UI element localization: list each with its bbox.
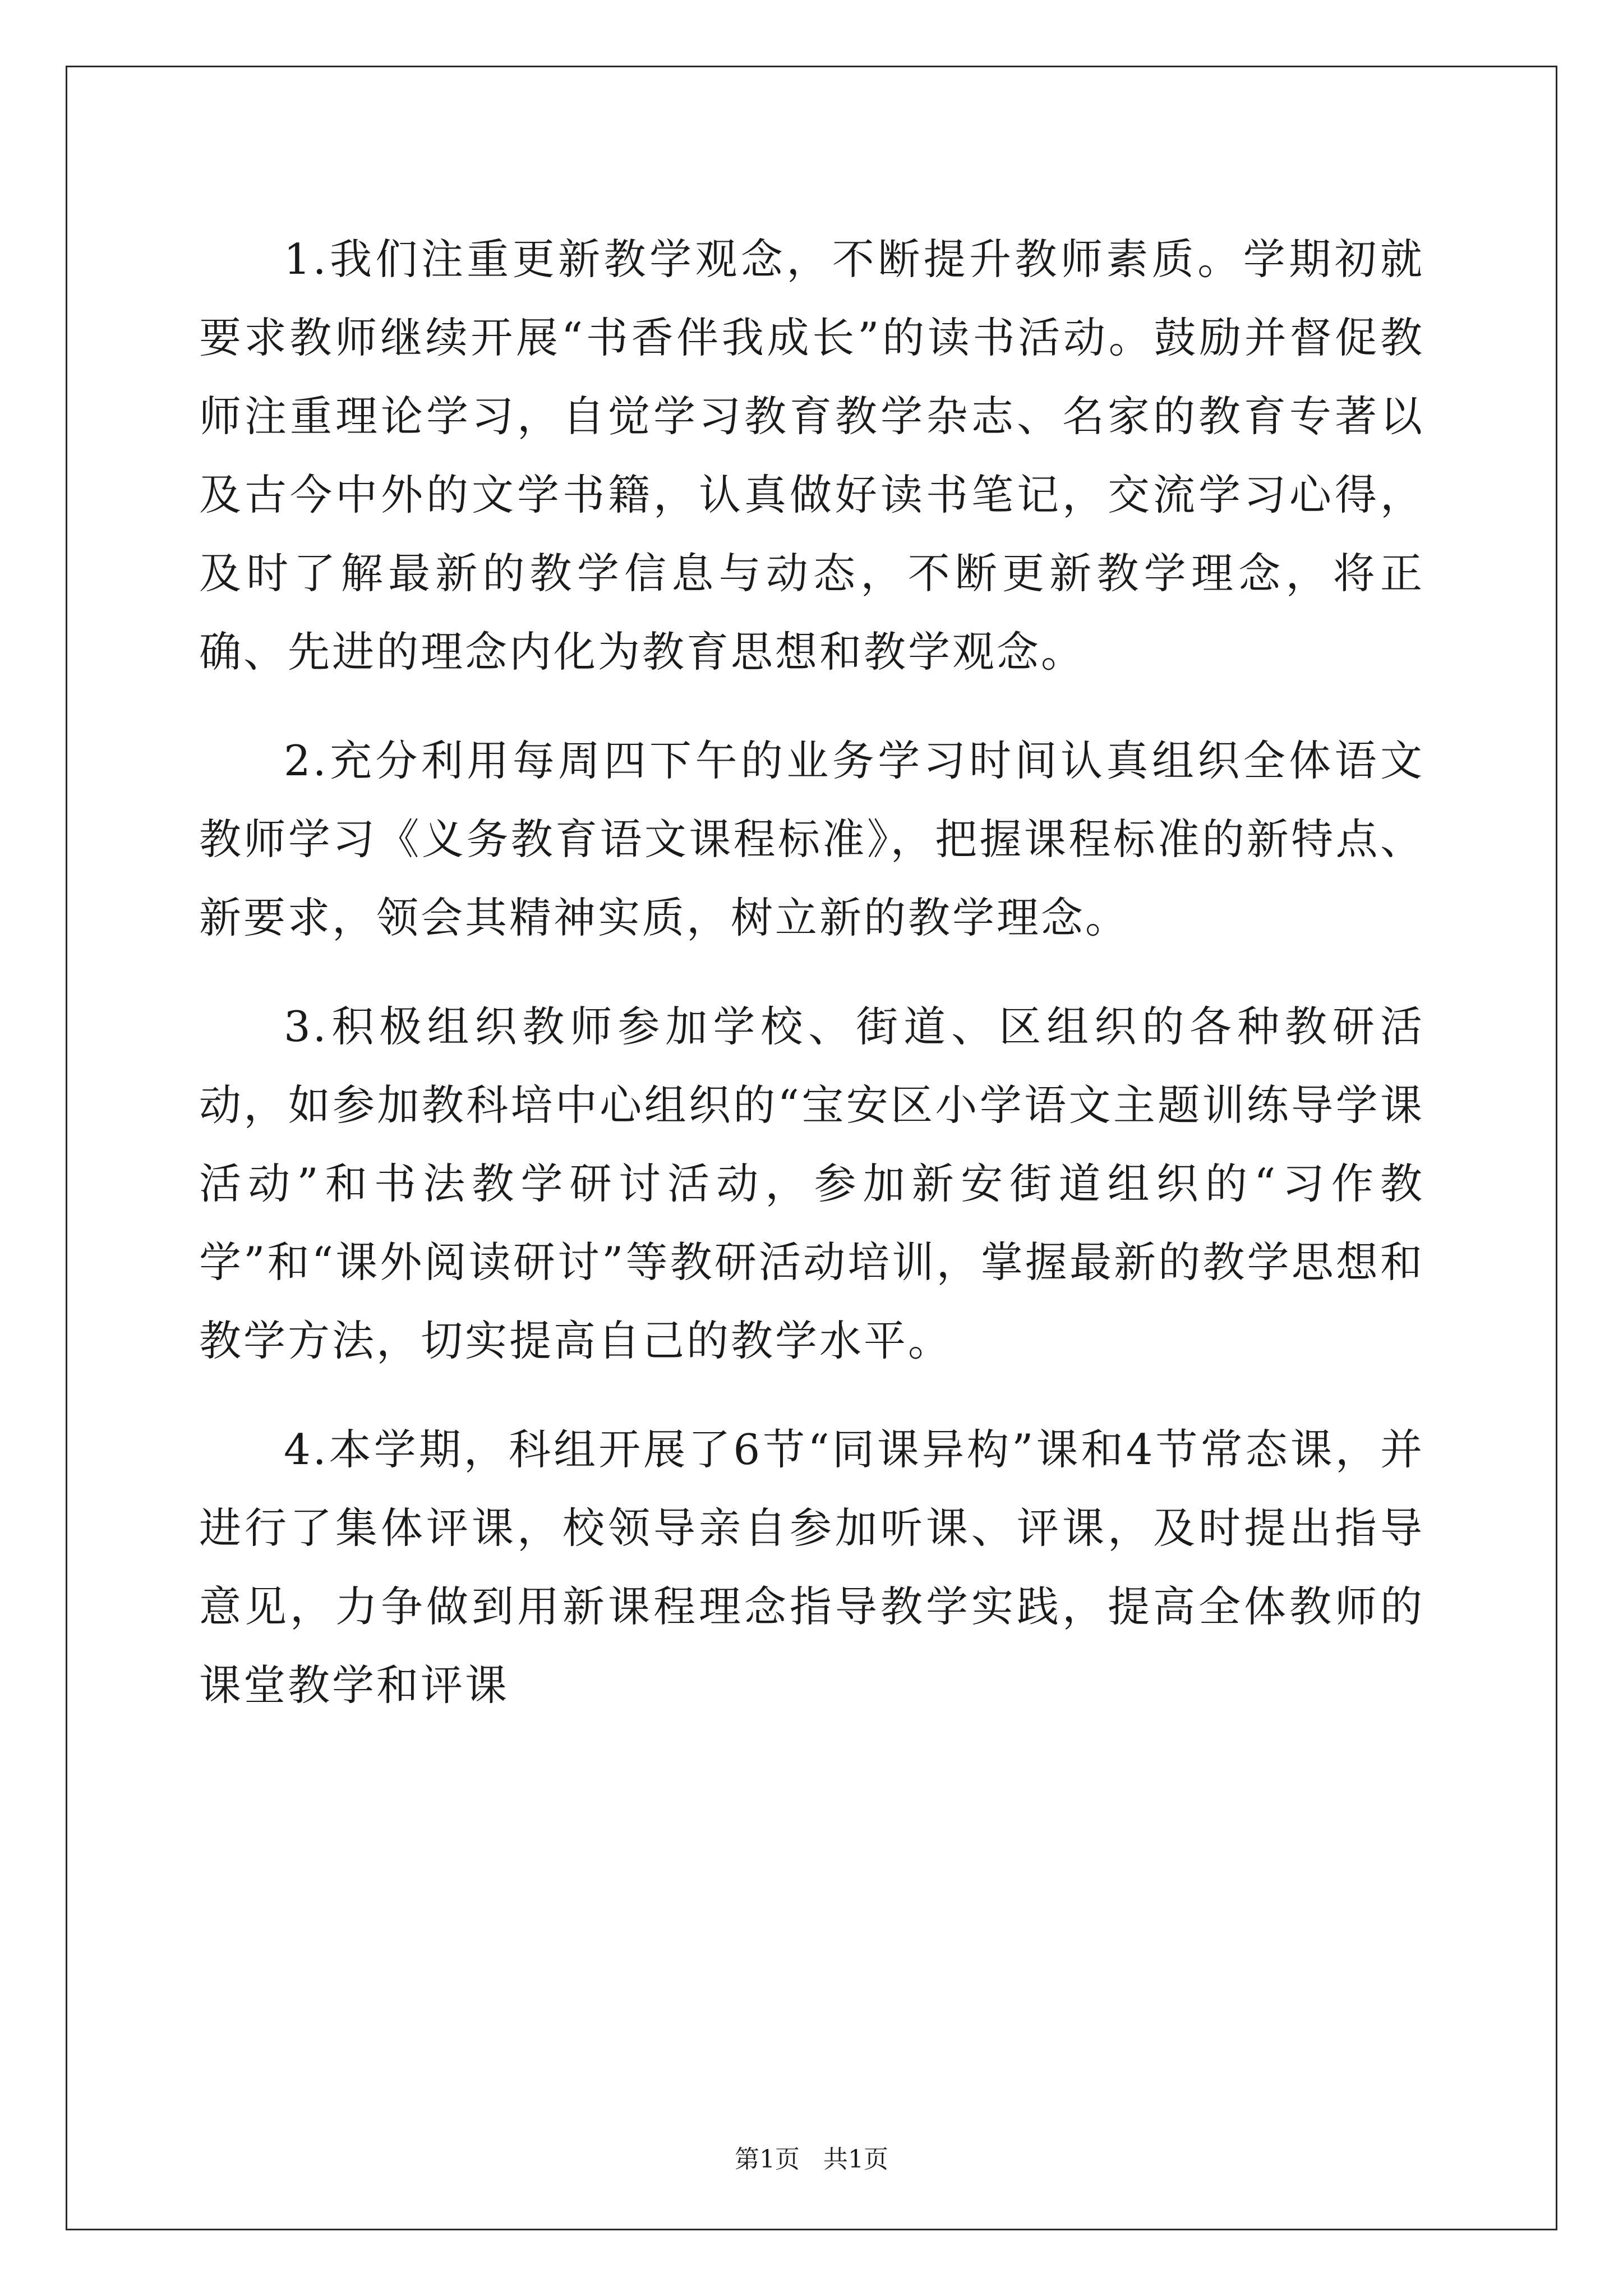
document-body [199,220,1424,1755]
page-total: 共1页 [823,2145,888,2174]
page-footer [0,2144,1623,2175]
paragraph-3: 3.积极组织教师参加学校、街道、区组织的各种教研活动，如参加教科培中心组织的“宝安区小学语文主题训练导学课活动”和书法教学研讨活动，参加新安街道组织的“习作教学”和“课外阅读研讨”等教研活动培训，掌握最新的教学思想和教学方法，切实提高自己的教学水平。 [199,1002,1424,1365]
paragraph-4: 4.本学期，科组开展了6节“同课异构”课和4节常态课，并进行了集体评课，校领导亲自参加听课、评课，及时提出指导意见，力争做到用新课程理念指导教学实践，提高全体教师的课堂教学和评课 [199,1425,1424,1710]
page-number: 第1页 [735,2145,800,2174]
paragraph-1: 1.我们注重更新教学观念，不断提升教师素质。学期初就要求教师继续开展“书香伴我成长”的读书活动。鼓励并督促教师注重理论学习，自觉学习教育教学杂志、名家的教育专著以及古今中外的文学书籍，认真做好读书笔记，交流学习心得，及时了解最新的教学信息与动态，不断更新教学理念，将正确、先进的理念内化为教育思想和教学观念。 [199,234,1424,677]
paragraph-2: 2.充分利用每周四下午的业务学习时间认真组织全体语文教师学习《义务教育语文课程标准》，把握课程标准的新特点、新要求，领会其精神实质，树立新的教学理念。 [199,736,1424,942]
